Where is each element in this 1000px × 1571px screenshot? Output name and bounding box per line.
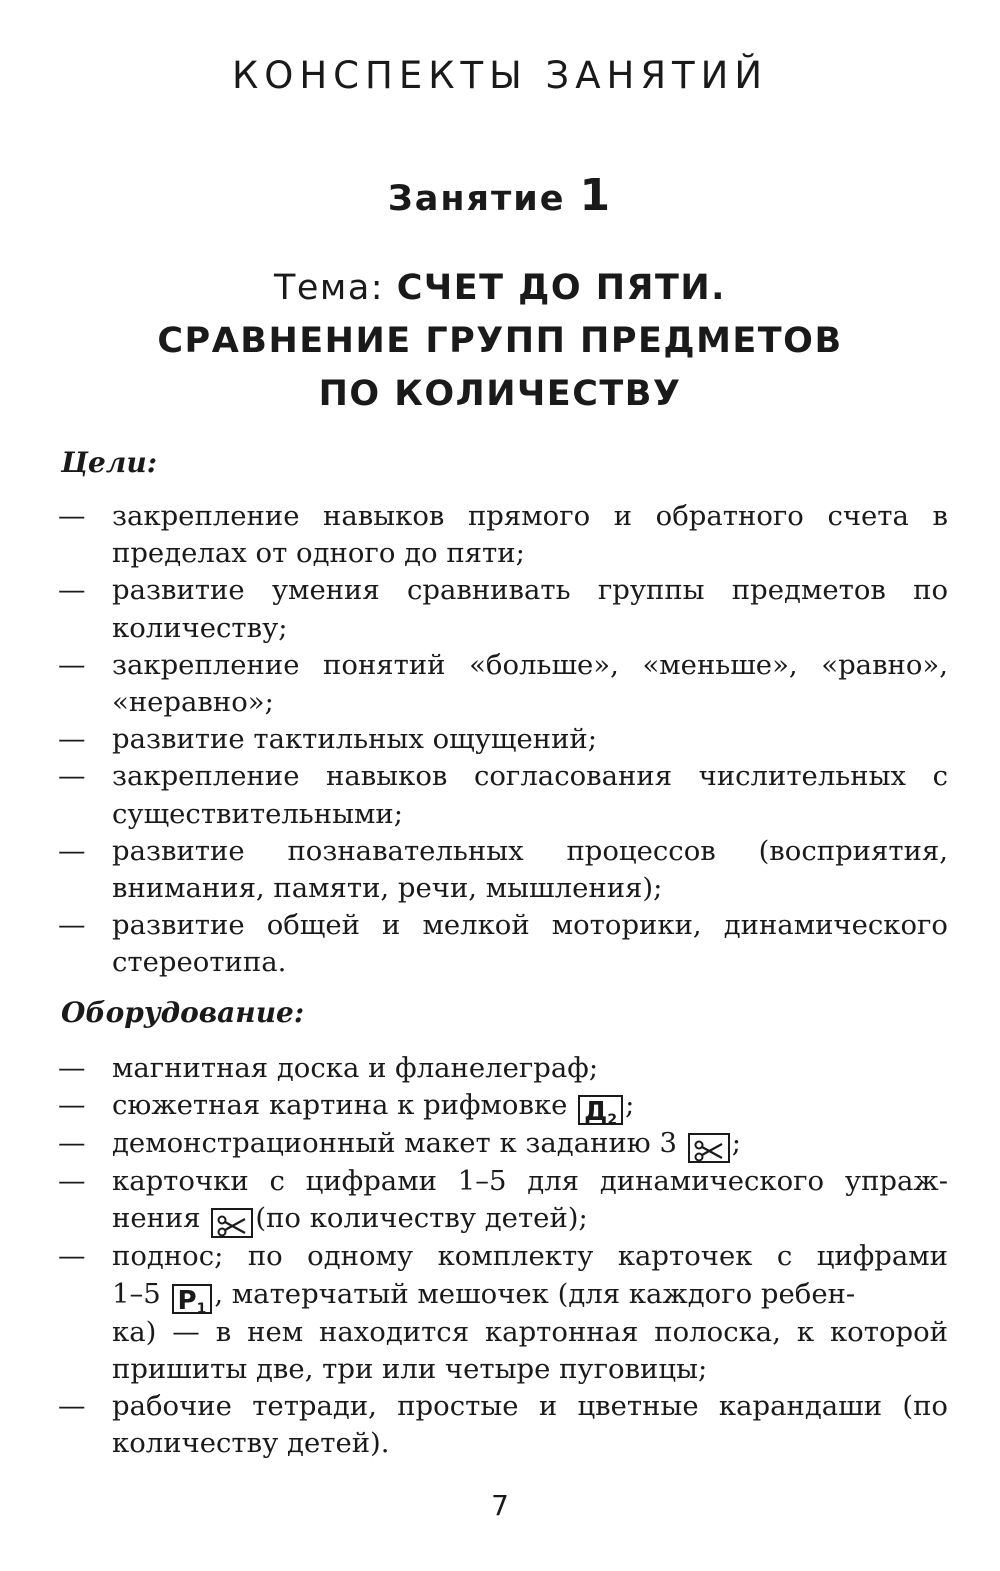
lesson-title (0, 170, 1000, 221)
section-header: КОНСПЕКТЫ ЗАНЯТИЙ (231, 54, 769, 97)
list-item: — карточки с цифрами 1–5 для динамического упраж- нения (по количеству детей); (58, 1163, 948, 1238)
list-item: — демонстрационный макет к заданию 3 ; (58, 1125, 948, 1163)
dash-marker: — (58, 1127, 86, 1160)
dash-marker: — (58, 760, 86, 793)
topic-line-1: СЧЕТ ДО ПЯТИ. (396, 268, 726, 308)
list-item: — закрепление понятий «больше», «меньше», «равно», «неравно»; (58, 648, 948, 719)
dash-marker: — (58, 723, 86, 756)
goals-heading: Цели: (61, 446, 158, 479)
dash-marker: — (58, 500, 86, 532)
scissors-icon (688, 1133, 730, 1163)
dash-marker: — (58, 1165, 86, 1198)
goals-list (58, 498, 948, 982)
dash-marker: — (58, 1089, 86, 1122)
lesson-word: Занятие (387, 179, 566, 219)
scissors-icon (211, 1208, 253, 1238)
handout-icon: $Р_1$ (172, 1284, 213, 1314)
topic-title (0, 262, 1000, 421)
list-item: — развитие познавательных процессов (восприятия, внимания, памяти, речи, мышления); (58, 834, 948, 905)
list-item: — рабочие тетради, простые и цветные карандаши (по количеству детей). (58, 1390, 948, 1460)
dash-marker: — (58, 574, 86, 607)
demo-picture-icon: $Д_2$ (578, 1095, 623, 1125)
list-item: — закрепление навыков прямого и обратного счета в пределах от одного до пяти; (58, 500, 948, 570)
list-item: — развитие тактильных ощущений; (58, 721, 948, 758)
equipment-list (58, 1050, 948, 1462)
list-item: — закрепление навыков согласования числительных с существительными; (58, 760, 948, 830)
topic-line-2: СРАВНЕНИЕ ГРУПП ПРЕДМЕТОВ (157, 321, 843, 361)
list-item: — магнитная доска и фланелеграф; (58, 1050, 948, 1087)
dash-marker: — (58, 1240, 86, 1273)
lesson-number: 1 (579, 170, 613, 221)
topic-line-3: ПО КОЛИЧЕСТВУ (318, 374, 682, 414)
dash-marker: — (58, 909, 86, 942)
dash-marker: — (58, 648, 86, 681)
list-item: — сюжетная картина к рифмовке $Д_2$ ; (58, 1089, 635, 1129)
dash-marker: — (58, 1052, 86, 1084)
dash-marker: — (58, 834, 86, 867)
dash-marker: — (58, 1390, 86, 1423)
topic-prefix: Тема: (274, 268, 385, 308)
list-item: — развитие умения сравнивать группы предметов по количеству; (58, 574, 948, 644)
page-number: 7 (491, 1489, 509, 1522)
equipment-heading: Оборудование: (61, 996, 305, 1029)
list-item: — поднос; по одному комплекту карточек с цифрами 1–5 $Р_1$ , матерчатый мешочек (для каждого ребен- ка) — в нем находится картонная полоска, к которой пришиты две, три или четыре пуговицы; (58, 1240, 948, 1385)
list-item: — развитие общей и мелкой моторики, динамического стереотипа. (58, 909, 948, 979)
